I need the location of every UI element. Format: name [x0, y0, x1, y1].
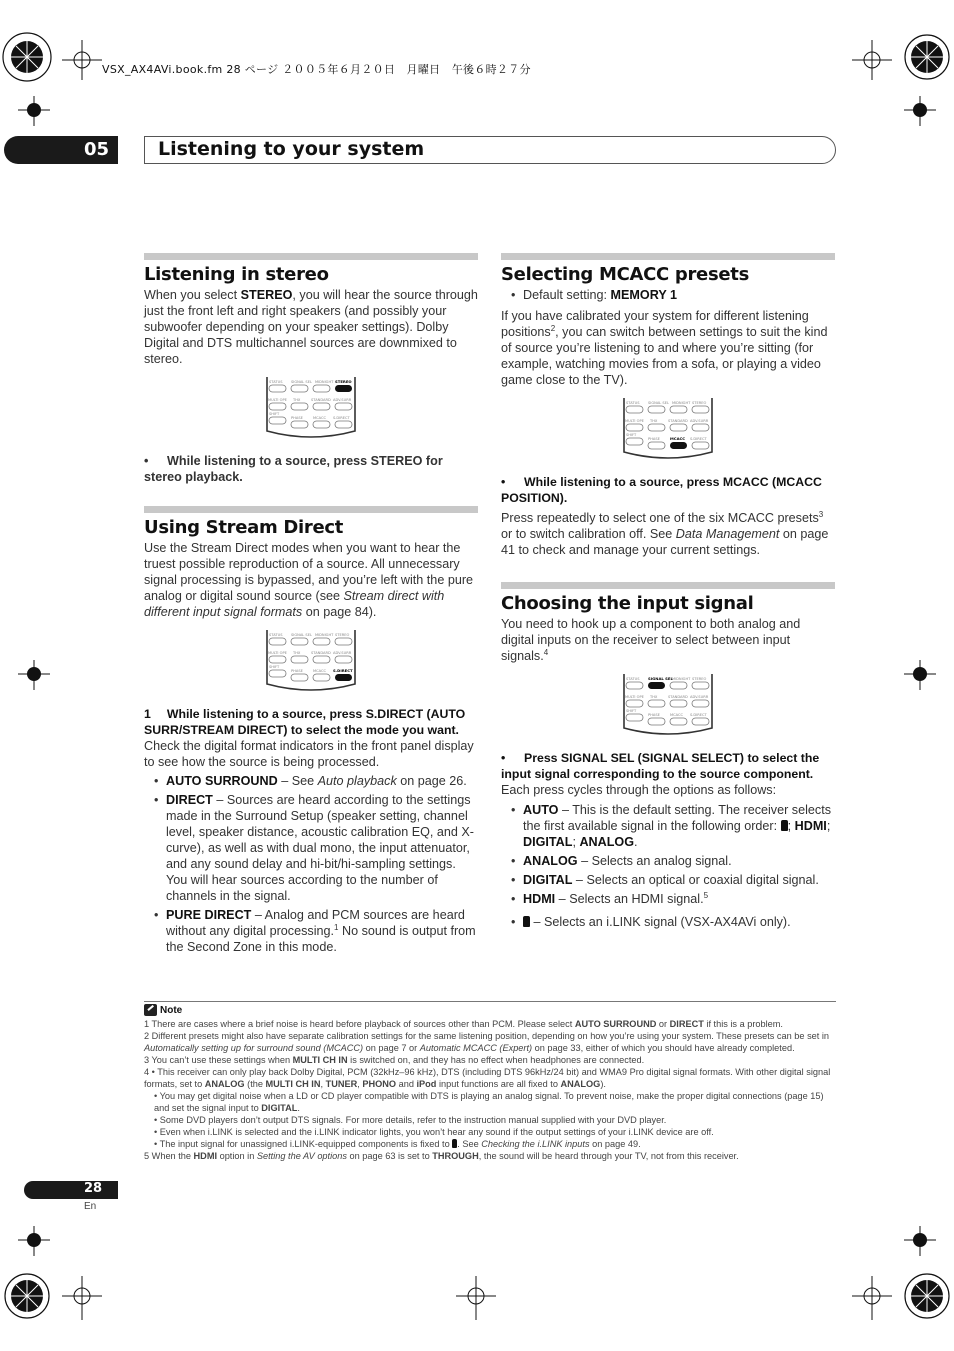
- note-heading-text: Note: [160, 1004, 183, 1016]
- remote-button: [626, 714, 643, 721]
- remote-button: [269, 385, 286, 392]
- remote-button: [335, 638, 352, 645]
- remote-button: [648, 406, 665, 413]
- list-item-analog: • ANALOG – Selects an analog signal.: [511, 854, 732, 868]
- mcacc-intro: [501, 308, 835, 388]
- remote-button: [291, 656, 308, 663]
- remote-button-label: MIDNIGHT: [672, 677, 691, 681]
- crosshair-mark-bottom-center: [454, 1270, 504, 1326]
- remote-button: [313, 403, 330, 410]
- mode-label: AUTO SURROUND: [166, 774, 278, 788]
- cycles-text: Each press cycles through the options as follows:: [501, 783, 777, 797]
- footnote-4-dvd: • Some DVD players don’t output DTS signals. For more details, refer to the instruction manual supplied with your DVD player.: [154, 1115, 667, 1125]
- text: You need to hook up a component to both analog and digital inputs on the receiver to select between input signals.: [501, 617, 801, 663]
- remote-button: [313, 674, 330, 681]
- registration-mark-bottom-left: [0, 1268, 60, 1328]
- cross-reference: Auto playback: [317, 774, 397, 788]
- crosshair-mark-right-upper: [900, 96, 940, 136]
- text: – Analog and PCM sources are heard without any digital processing.: [166, 908, 465, 938]
- page-number-tab: [24, 1181, 118, 1199]
- section-title: Choosing the input signal: [501, 593, 754, 614]
- text: • You may get digital noise when a LD or CD player compatible with DTS is playing an analog signal. To prevent noise, make the proper digital connections (page 15) and set the signal input to: [154, 1091, 824, 1113]
- default-setting: • Default setting: MEMORY 1: [511, 288, 677, 302]
- remote-button: [291, 638, 308, 645]
- cross-reference: Automatically setting up for surround sound (MCACC): [144, 1043, 364, 1053]
- remote-illustration-stereo: [265, 377, 357, 441]
- text: is switched on, and they has no effect when headphones are connected.: [347, 1055, 645, 1065]
- remote-button: [291, 403, 308, 410]
- text: on page 63 is set to: [346, 1151, 433, 1161]
- remote-button: [269, 417, 286, 424]
- text: or: [656, 1019, 670, 1029]
- instruction-text: While listening to a source, press STEREO for stereo playback.: [144, 454, 443, 484]
- text: if this is a problem.: [703, 1019, 783, 1029]
- remote-button-label: STATUS: [269, 633, 283, 637]
- remote-button-label: MIDNIGHT: [672, 401, 691, 405]
- remote-button-label: MCACC: [670, 436, 686, 441]
- list-item-hdmi: • HDMI – Selects an HDMI signal.$^5$: [511, 890, 709, 906]
- instruction-text: While listening to a source, press MCACC (MCACC POSITION).: [501, 475, 822, 505]
- remote-button-label: MULTI OPE: [625, 695, 644, 699]
- text: 5 When the: [144, 1151, 194, 1161]
- remote-button-label: MULTI OPE: [268, 651, 287, 655]
- footnote-4-digital-noise: [144, 1090, 836, 1114]
- crosshair-mark-right-middle: [900, 660, 940, 700]
- remote-button-label: STEREO: [335, 379, 352, 384]
- remote-button: [670, 682, 687, 689]
- text-bold: iPod: [416, 1079, 437, 1089]
- footnote-4-ilink-fixed: [144, 1138, 836, 1150]
- remote-button-label: PHASE: [291, 416, 303, 420]
- remote-button-label: S.DIRECT: [333, 416, 350, 420]
- signal-option-list: [501, 802, 835, 930]
- remote-button-label: STEREO: [335, 633, 350, 637]
- remote-button-label: STANDARD: [311, 398, 331, 402]
- footnote-2: [144, 1030, 836, 1054]
- text: on page 49.: [589, 1139, 641, 1149]
- section-rule: [144, 506, 478, 513]
- remote-button: [313, 656, 330, 663]
- remote-button: [626, 700, 643, 707]
- text: (the: [244, 1079, 266, 1089]
- remote-button: [670, 406, 687, 413]
- text: 2 Different presets might also have separate calibration settings for the same listening position, depending on how you’re using your system. These presets can be set in: [144, 1031, 830, 1041]
- remote-button: [670, 442, 687, 449]
- mode-label: PURE DIRECT: [166, 908, 252, 922]
- section-selecting-mcacc-presets: [501, 253, 835, 558]
- text: ,: [320, 1079, 326, 1089]
- text: – Selects an HDMI signal.: [555, 892, 704, 906]
- text-bold: ANALOG: [204, 1079, 245, 1089]
- remote-button-label: SIGNAL SEL: [291, 380, 312, 384]
- crosshair-mark-bottom-left: [58, 1270, 114, 1326]
- footnote-ref: 2: [550, 323, 556, 333]
- text: Use the Stream Direct modes when you want to hear the truest possible reproduction of a source. All unnecessary signal processing is bypassed, and you’re left with the pure analog or digital sound source (see: [144, 541, 474, 603]
- remote-button-label: S.DIRECT: [690, 437, 707, 441]
- page-info-header: VSX_AX4AVi.book.fm 28 ページ ２００５年６月２０日 月曜日 午後６時２７分: [102, 63, 531, 76]
- text: and: [396, 1079, 417, 1089]
- remote-button-label: STATUS: [626, 677, 640, 681]
- remote-button: [692, 442, 709, 449]
- remote-button-label: MCACC: [670, 713, 684, 717]
- s-direct-step: [144, 706, 478, 738]
- remote-button: [648, 682, 665, 689]
- text: – Selects an i.LINK signal (VSX-AX4AVi only).: [530, 915, 791, 929]
- remote-illustration-s-direct: [265, 630, 357, 694]
- text: Press repeatedly to select one of the six MCACC presets: [501, 511, 819, 525]
- footnote-3: [144, 1054, 836, 1066]
- crosshair-mark-left-lower: [14, 1226, 54, 1266]
- remote-button: [269, 656, 286, 663]
- section-title: Listening in stereo: [144, 264, 329, 285]
- ilink-icon: [781, 820, 788, 831]
- text: • The input signal for unassigned i.LINK-equipped components is fixed to: [154, 1139, 453, 1149]
- chapter-title: Listening to your system: [158, 138, 425, 160]
- remote-button: [335, 674, 352, 681]
- footnote-ref: 5: [703, 890, 709, 900]
- text-bold: AUTO SURROUND: [574, 1019, 657, 1029]
- text: option in: [217, 1151, 257, 1161]
- cross-reference: Automatic MCACC (Expert): [419, 1043, 533, 1053]
- text: ,: [357, 1079, 363, 1089]
- remote-button: [626, 424, 643, 431]
- mcacc-instruction: • While listening to a source, press MCACC (MCACC POSITION).: [501, 475, 822, 505]
- cross-reference: Setting the AV options: [256, 1151, 347, 1161]
- text: – Selects an optical or coaxial digital signal.: [572, 873, 819, 887]
- remote-illustration-signal-sel: [618, 674, 718, 738]
- remote-button: [269, 670, 286, 677]
- footnote-4-ilink-off: • Even when i.LINK is selected and the i.LINK indicator lights, you won’t hear any sound if the output settings of your i.LINK device are off.: [154, 1127, 714, 1137]
- text-bold: MULTI CH IN: [292, 1055, 348, 1065]
- crosshair-mark-left-upper: [14, 96, 54, 136]
- remote-button: [291, 674, 308, 681]
- remote-button-label: STEREO: [692, 401, 707, 405]
- remote-button-label: STANDARD: [668, 695, 688, 699]
- signal-sel-instruction: • Press SIGNAL SEL (SIGNAL SELECT) to select the input signal corresponding to the source component.: [501, 751, 820, 781]
- note-heading: [144, 1004, 182, 1016]
- remote-button-label: MCACC: [313, 669, 327, 673]
- remote-illustration-mcacc: [618, 398, 718, 462]
- note-rule: [144, 1001, 836, 1002]
- remote-button: [626, 406, 643, 413]
- remote-row-1: [269, 379, 352, 392]
- input-signal-intro: [501, 616, 835, 664]
- remote-button-label: SIGNAL SEL: [648, 401, 669, 405]
- remote-button: [313, 421, 330, 428]
- text-bold: TUNER: [325, 1079, 358, 1089]
- remote-button-label: SHIFT: [626, 433, 637, 437]
- footnote-ref: 4: [543, 647, 549, 657]
- remote-button: [670, 718, 687, 725]
- footnote-5: [144, 1150, 836, 1162]
- remote-button-label: MULTI OPE: [625, 419, 644, 423]
- list-item-pure-direct: • PURE DIRECT – Analog and PCM sources are heard without any digital processing.$^1$ No sound is output from the Second Zone in this mode.: [154, 908, 476, 954]
- registration-mark-top-left: [0, 30, 60, 90]
- footnote-4: [144, 1066, 836, 1090]
- text: 4 • This receiver can only play back Dolby Digital, PCM (32kHz–96 kHz), DTS (including DTS 96kHz/24 bit) and WMA9 Pro digital signal formats. With other digital signal formats, set to: [144, 1067, 831, 1089]
- footnote-ref: 3: [818, 509, 824, 519]
- remote-button-label: STATUS: [269, 380, 283, 384]
- text: 1 There are cases where a brief noise is heard before playback of sources other than PCM. Please select: [144, 1019, 575, 1029]
- remote-button-label: ADV.SURR: [690, 419, 709, 423]
- option-label: ANALOG: [579, 835, 635, 849]
- remote-button-label: MIDNIGHT: [315, 380, 334, 384]
- stereo-label: STEREO: [240, 288, 293, 302]
- text-bold: DIGITAL: [261, 1103, 298, 1113]
- option-label: DIGITAL: [523, 835, 573, 849]
- cross-reference: Checking the i.LINK inputs: [481, 1139, 590, 1149]
- remote-button-label: PHASE: [648, 713, 660, 717]
- stream-direct-intro: [144, 540, 478, 620]
- remote-button-label: ADV.SURR: [690, 695, 709, 699]
- text: – Sources are heard according to the settings made in the Surround Setup (speaker setting, channel level, speaker distance, acoustic calibration EQ, and X-curve), as well as with dual mono, the input attenuator, and any sound delay and hi-bit/hi-sampling settings. You will hear sources according to the number of channels in the signal.: [166, 793, 475, 903]
- text: ).: [600, 1079, 606, 1089]
- note-pencil-icon: [144, 1004, 157, 1016]
- option-label: HDMI: [523, 892, 556, 906]
- remote-button: [335, 656, 352, 663]
- remote-button-label: STEREO: [692, 677, 707, 681]
- text: , the sound will be heard through your TV, not from this receiver.: [478, 1151, 739, 1161]
- remote-button: [291, 385, 308, 392]
- remote-button: [670, 424, 687, 431]
- remote-button-label: SHIFT: [626, 709, 637, 713]
- text-bold: THROUGH: [432, 1151, 479, 1161]
- ilink-icon: [523, 916, 530, 927]
- remote-button: [692, 682, 709, 689]
- text: No sound is output from the Second Zone in this mode.: [166, 924, 476, 954]
- text: on page 26.: [396, 774, 467, 788]
- footnote-1: [144, 1018, 836, 1030]
- text: , you can switch between settings to suit the kind of source you’re listening to and where you’re sitting (for example, watching movies from a sofa, or playing a video game close to the TV).: [501, 325, 828, 387]
- mcacc-press-text: [501, 510, 835, 558]
- text: or to switch calibration off. See: [501, 527, 676, 541]
- text: – See: [277, 774, 318, 788]
- text: on page 7 or: [363, 1043, 420, 1053]
- mode-label: DIRECT: [166, 793, 213, 807]
- remote-button-label: STATUS: [626, 401, 640, 405]
- text: – Selects an analog signal.: [577, 854, 732, 868]
- remote-button-label: SIGNAL SEL: [291, 633, 312, 637]
- remote-button: [648, 700, 665, 707]
- text: , you will hear the source through just the front left and right speakers (and possibly your subwoofer depending on your speaker settings). Dolby Digital and DTS multichannel sources are downmixed to stereo.: [144, 288, 478, 366]
- stereo-instruction: • While listening to a source, press STEREO for stereo playback.: [144, 454, 443, 484]
- text: If you have calibrated your system for different listening positions: [501, 309, 809, 339]
- step-text: While listening to a source, press S.DIRECT (AUTO SURR/STREAM DIRECT) to select the mode you want.: [144, 707, 466, 737]
- text-bold: DIRECT: [669, 1019, 704, 1029]
- list-item-auto: • AUTO – This is the default setting. The receiver selects the first available signal in the following order: ; HDMI; DIGITAL; ANALOG.: [511, 803, 831, 849]
- crosshair-mark-bottom-right: [848, 1270, 904, 1326]
- list-item-digital: • DIGITAL – Selects an optical or coaxial digital signal.: [511, 873, 819, 887]
- section-title: Selecting MCACC presets: [501, 264, 750, 285]
- remote-button-label: MIDNIGHT: [315, 633, 334, 637]
- text-bold: ANALOG: [560, 1079, 601, 1089]
- text: on page 33, either of which you should have already completed.: [532, 1043, 795, 1053]
- right-column: [501, 253, 835, 930]
- remote-button-label: SHIFT: [269, 665, 280, 669]
- section-using-stream-direct: [144, 506, 478, 955]
- left-column: [144, 253, 478, 955]
- text: on page 41 to check and manage your current settings.: [501, 527, 829, 557]
- remote-button: [313, 638, 330, 645]
- remote-button: [291, 421, 308, 428]
- option-label: AUTO: [523, 803, 559, 817]
- remote-button-label: S.DIRECT: [333, 668, 353, 673]
- remote-button: [335, 403, 352, 410]
- crosshair-mark-right-lower: [900, 1226, 940, 1266]
- remote-button-label: ADV.SURR: [333, 398, 352, 402]
- text: .: [297, 1103, 300, 1113]
- crosshair-mark-left-middle: [14, 660, 54, 700]
- list-item-ilink: • – Selects an i.LINK signal (VSX-AX4AVi only).: [511, 915, 791, 929]
- check-indicators-text: Check the digital format indicators in the front panel display to see how the source is being processed.: [144, 739, 474, 769]
- text: on page 84).: [302, 605, 377, 619]
- remote-button-label: THX: [650, 695, 658, 699]
- remote-button-label: PHASE: [648, 437, 660, 441]
- list-item-direct: • DIRECT – Sources are heard according to the settings made in the Surround Setup (speaker setting, channel level, speaker distance, acoustic calibration EQ, and X-curve), as well as with dual mono, the input attenuator, and any sound delay and hi-bit/hi-sampling settings. You will hear sources according to the number of channels in the signal.: [154, 793, 475, 903]
- section-rule: [144, 253, 478, 260]
- text: Default setting:: [523, 288, 611, 302]
- remote-button: [335, 421, 352, 428]
- default-value: MEMORY 1: [610, 288, 677, 302]
- text-bold: HDMI: [193, 1151, 218, 1161]
- registration-mark-top-right: [900, 30, 954, 90]
- remote-button: [626, 438, 643, 445]
- section-rule: [501, 253, 835, 260]
- remote-button: [692, 700, 709, 707]
- registration-mark-bottom-right: [900, 1268, 954, 1328]
- option-label: ANALOG: [523, 854, 578, 868]
- cross-reference: Data Management: [675, 527, 780, 541]
- option-label: DIGITAL: [523, 873, 573, 887]
- remote-button: [626, 682, 643, 689]
- section-listening-in-stereo: [144, 253, 478, 485]
- remote-button: [648, 424, 665, 431]
- remote-button-label: THX: [650, 419, 658, 423]
- remote-button-label: PHASE: [291, 669, 303, 673]
- list-item-auto-surround: • AUTO SURROUND – See Auto playback on page 26.: [154, 774, 467, 788]
- remote-button: [269, 403, 286, 410]
- stereo-intro: [144, 287, 478, 367]
- remote-button-label: MULTI OPE: [268, 398, 287, 402]
- section-title: Using Stream Direct: [144, 517, 344, 538]
- option-label: HDMI: [794, 819, 827, 833]
- remote-button: [335, 385, 352, 392]
- mode-list: [144, 773, 478, 955]
- remote-button-label: STANDARD: [311, 651, 331, 655]
- instruction-text: Press SIGNAL SEL (SIGNAL SELECT) to select the input signal corresponding to the source component.: [501, 751, 820, 781]
- remote-button-label: S.DIRECT: [690, 713, 707, 717]
- text: input functions are all fixed to: [436, 1079, 561, 1089]
- crosshair-mark-top-right: [848, 40, 904, 96]
- remote-button-label: SHIFT: [269, 412, 280, 416]
- remote-button-label: THX: [293, 651, 301, 655]
- language-code: En: [84, 1201, 97, 1212]
- text-bold: PHONO: [362, 1079, 397, 1089]
- remote-button: [648, 442, 665, 449]
- remote-button: [269, 638, 286, 645]
- remote-button: [692, 718, 709, 725]
- remote-button: [692, 424, 709, 431]
- remote-button: [692, 406, 709, 413]
- remote-button-label: MCACC: [313, 416, 327, 420]
- remote-button-label: ADV.SURR: [333, 651, 352, 655]
- remote-button: [670, 700, 687, 707]
- text: 3 You can’t use these settings when: [144, 1055, 293, 1065]
- remote-button-label: STANDARD: [668, 419, 688, 423]
- footnotes: [144, 1018, 836, 1162]
- section-choosing-input-signal: [501, 582, 835, 930]
- remote-button-label: THX: [293, 398, 301, 402]
- text: When you select: [144, 288, 241, 302]
- remote-button-label: SIGNAL SEL: [648, 676, 673, 681]
- footnote-ref: 1: [334, 922, 339, 932]
- page-number: 28: [84, 1181, 103, 1196]
- text-bold: MULTI CH IN: [265, 1079, 321, 1089]
- chapter-number: 05: [84, 139, 110, 160]
- text: – This is the default setting. The receiver selects the first available signal in the following order:: [523, 803, 831, 833]
- text: . See: [457, 1139, 482, 1149]
- remote-button: [648, 718, 665, 725]
- cross-reference: Stream direct with different input signal formats: [144, 589, 445, 619]
- remote-button: [313, 385, 330, 392]
- section-rule: [501, 582, 835, 589]
- step-number: 1: [144, 707, 151, 721]
